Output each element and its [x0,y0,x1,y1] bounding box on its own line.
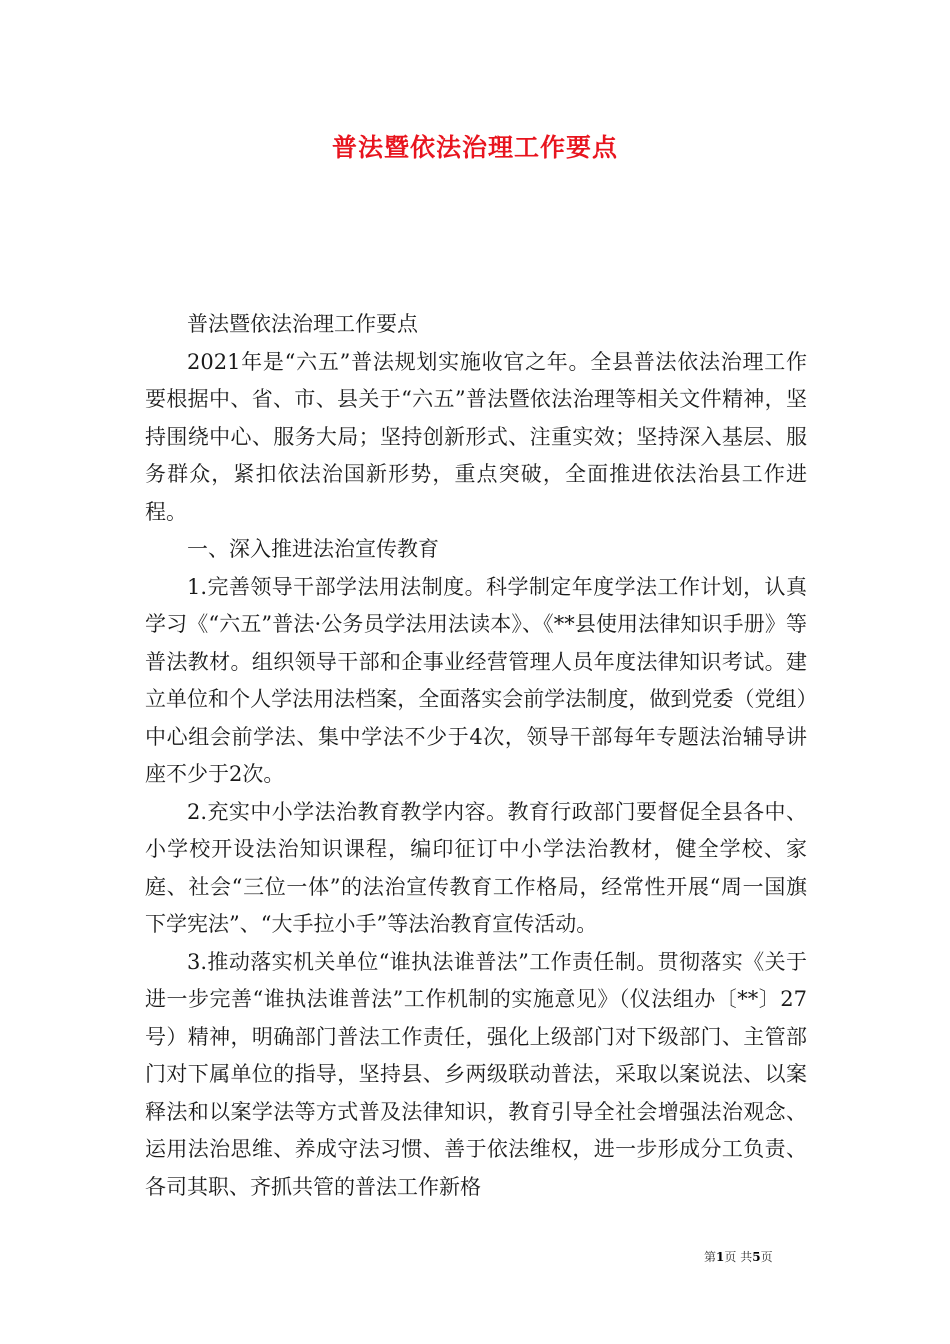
paragraph-intro: 2021年是“六五”普法规划实施收官之年。全县普法依法治理工作要根据中、省、市、县关于“六五”普法暨依法治理等相关文件精神，坚持围绕中心、服务大局；坚持创新形式、注重实效；坚持深入基层、服务群众，紧扣依法治国新形势，重点突破，全面推进依法治县工作进程。 [145,349,807,524]
footer-prefix: 第 [704,1250,717,1264]
footer-total-pages: 5 [752,1250,761,1264]
document-body [145,306,807,1206]
paragraph-item-3: 3.推动落实机关单位“谁执法谁普法”工作责任制。贯彻落实《关于进一步完善“谁执法谁普法”工作机制的实施意见》（仪法组办〔**〕27号）精神，明确部门普法工作责任，强化上级部门对下级部门、主管部门对下属单位的指导，坚持县、乡两级联动普法，采取以案说法、以案释法和以案学法等方式普及法律知识，教育引导全社会增强法治观念、运用法治思维、养成守法习惯、善于依法维权，进一步形成分工负责、各司其职、齐抓共管的普法工作新格 [145,949,807,1199]
page-number-footer [704,1248,773,1265]
section-heading-1: 一、深入推进法治宣传教育 [187,537,439,561]
footer-middle: 页 共 [724,1250,753,1264]
footer-current-page: 1 [716,1250,725,1264]
document-title: 普法暨依法治理工作要点 [331,133,618,162]
paragraph-item-2: 2.充实中小学法治教育教学内容。教育行政部门要督促全县各中、小学校开设法治知识课程，编印征订中小学法治教材，健全学校、家庭、社会“三位一体”的法治宣传教育工作格局，经常性开展“周一国旗下学宪法”、“大手拉小手”等法治教育宣传活动。 [145,799,807,936]
footer-suffix: 页 [760,1250,773,1264]
paragraph-item-1: 1.完善领导干部学法用法制度。科学制定年度学法工作计划，认真学习《“六五”普法·公务员学法用法读本》、《**县使用法律知识手册》等普法教材。组织领导干部和企事业经营管理人员年度法律知识考试。建立单位和个人学法用法档案，全面落实会前学法制度，做到党委（党组）中心组会前学法、集中学法不少于4次，领导干部每年专题法治辅导讲座不少于2次。 [145,574,807,786]
paragraph-subtitle: 普法暨依法治理工作要点 [187,312,418,336]
